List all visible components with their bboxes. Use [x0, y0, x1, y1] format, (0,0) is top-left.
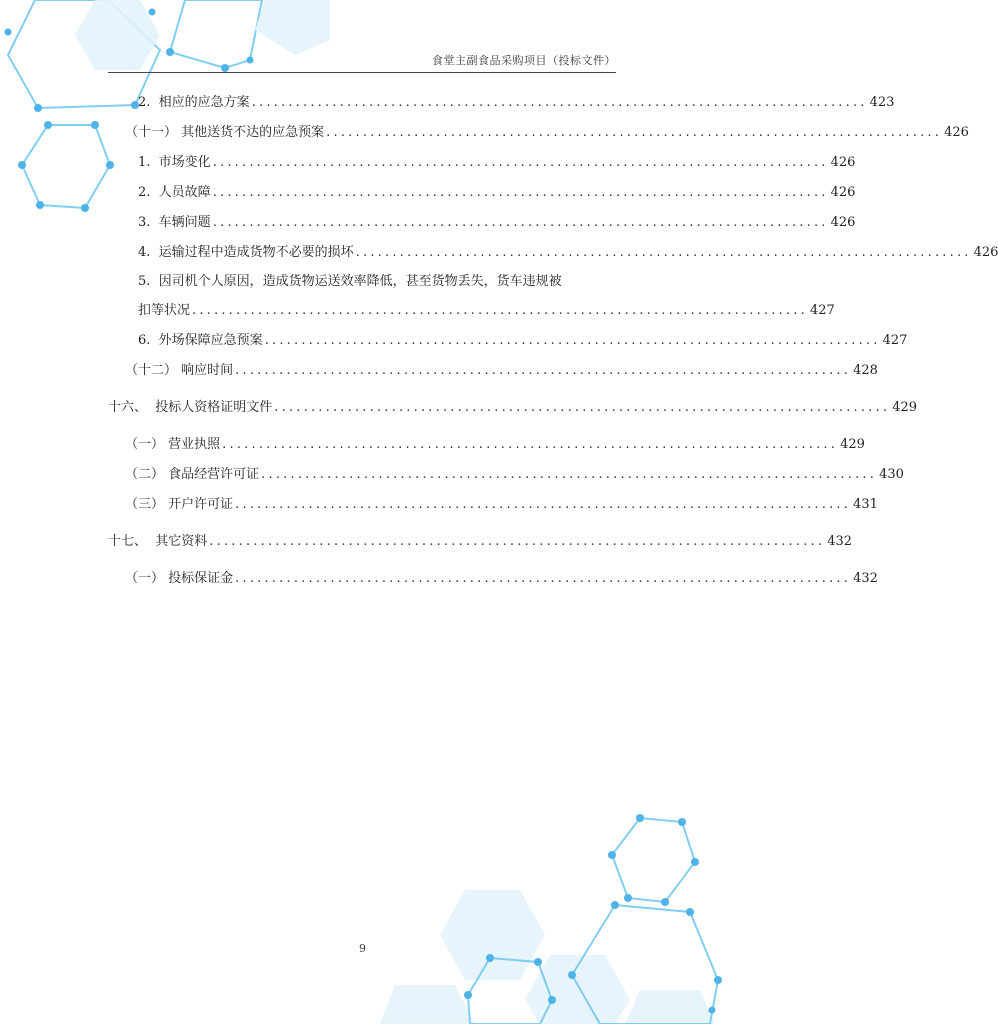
toc-leader-dots: ....................................................................................: [326, 125, 943, 140]
toc-leader-dots: ....................................................................................: [209, 534, 826, 549]
toc-entry-continuation[interactable]: [138, 302, 835, 320]
toc-entry-page: 430: [879, 467, 904, 482]
toc-entry-title: 运输过程中造成货物不必要的损坏: [158, 245, 354, 260]
toc-entry[interactable]: [138, 184, 856, 202]
toc-leader-dots: ....................................................................................: [222, 437, 839, 452]
toc-entry-number: （一）: [125, 571, 165, 586]
toc-entry-page: 427: [809, 303, 835, 318]
toc-entry-page: 429: [892, 400, 918, 415]
toc-entry-title: 相应的应急方案: [158, 95, 250, 110]
toc-entry-number: 2.: [138, 185, 151, 200]
toc-entry-number: （二）: [125, 467, 165, 482]
toc-leader-dots: ....................................................................................: [264, 333, 881, 348]
toc-entry-number: （十二）: [125, 363, 178, 378]
toc-entry-title: 开户许可证: [168, 497, 234, 512]
toc-entry-number: 5.: [138, 274, 151, 289]
toc-entry-number: 4.: [138, 245, 151, 260]
toc-entry[interactable]: [125, 496, 878, 514]
toc-entry-title: 因司机个人原因，造成货物运送效率降低，甚至货物丢失，货车违规被: [158, 274, 562, 289]
toc-entry[interactable]: [138, 94, 895, 112]
toc-entry[interactable]: [138, 244, 998, 262]
toc-entry-title: 投标人资格证明文件: [155, 400, 273, 415]
toc-entry[interactable]: [125, 362, 878, 380]
toc-entry[interactable]: [125, 436, 865, 454]
toc-entry[interactable]: [125, 570, 878, 588]
toc-entry-page: 426: [973, 245, 998, 260]
toc-entry[interactable]: [125, 466, 904, 484]
toc-entry-page: 426: [830, 185, 856, 200]
toc-entry[interactable]: [138, 214, 856, 232]
toc-entry-title: 市场变化: [158, 155, 211, 170]
toc-entry-page: 431: [853, 497, 878, 512]
toc-entry-title: 人员故障: [158, 185, 211, 200]
toc-entry[interactable]: [125, 124, 969, 142]
toc-leader-dots: ....................................................................................: [235, 363, 852, 378]
toc-entry-title: 其他送货不达的应急预案: [181, 125, 325, 140]
toc-entry[interactable]: [138, 154, 856, 172]
toc-entry-title: 扣等状况: [138, 303, 191, 318]
toc-leader-dots: ....................................................................................: [235, 571, 852, 586]
toc-entry-page: 426: [830, 215, 856, 230]
toc-entry[interactable]: [138, 332, 908, 350]
toc-entry-number: 1.: [138, 155, 151, 170]
toc-leader-dots: ....................................................................................: [235, 497, 852, 512]
toc-entry-page: 432: [827, 534, 853, 549]
toc-entry-number: 3.: [138, 215, 151, 230]
toc-leader-dots: ....................................................................................: [355, 245, 972, 260]
toc-entry-title: 其它资料: [155, 534, 208, 549]
toc-entry-page: 429: [840, 437, 865, 452]
toc-entry-number: 十七、: [108, 534, 148, 549]
toc-entry-page: 426: [830, 155, 856, 170]
toc-leader-dots: ....................................................................................: [212, 185, 829, 200]
toc-leader-dots: ....................................................................................: [251, 95, 868, 110]
toc-entry-title: 投标保证金: [168, 571, 234, 586]
toc-leader-dots: ....................................................................................: [192, 303, 808, 318]
toc-entry-page: 432: [853, 571, 878, 586]
toc-entry-page: 428: [853, 363, 878, 378]
toc-entry-number: （一）: [125, 437, 165, 452]
toc-entry-title: 外场保障应急预案: [158, 333, 263, 348]
toc-leader-dots: ....................................................................................: [261, 467, 878, 482]
page-number: 9: [359, 942, 366, 955]
toc-entry[interactable]: [138, 273, 616, 291]
toc-entry-number: 十六、: [108, 400, 148, 415]
running-header: 食堂主副食品采购项目（投标文件）: [432, 54, 616, 67]
toc-entry-number: （十一）: [125, 125, 178, 140]
toc-entry-page: 423: [869, 95, 895, 110]
toc-entry-page: 426: [944, 125, 969, 140]
toc-entry-number: 2.: [138, 95, 151, 110]
toc-leader-dots: ....................................................................................: [274, 400, 891, 415]
toc-entry-page: 427: [882, 333, 908, 348]
toc-entry-title: 营业执照: [168, 437, 221, 452]
toc-entry-title: 响应时间: [181, 363, 234, 378]
toc-entry-title: 食品经营许可证: [168, 467, 260, 482]
toc-leader-dots: ....................................................................................: [212, 155, 829, 170]
header-rule: [108, 72, 616, 73]
toc-entry[interactable]: [108, 399, 918, 417]
toc-leader-dots: ....................................................................................: [212, 215, 829, 230]
toc-entry-title: 车辆问题: [158, 215, 211, 230]
toc-entry-number: 6.: [138, 333, 151, 348]
toc-entry[interactable]: [108, 533, 853, 551]
toc-entry-number: （三）: [125, 497, 165, 512]
